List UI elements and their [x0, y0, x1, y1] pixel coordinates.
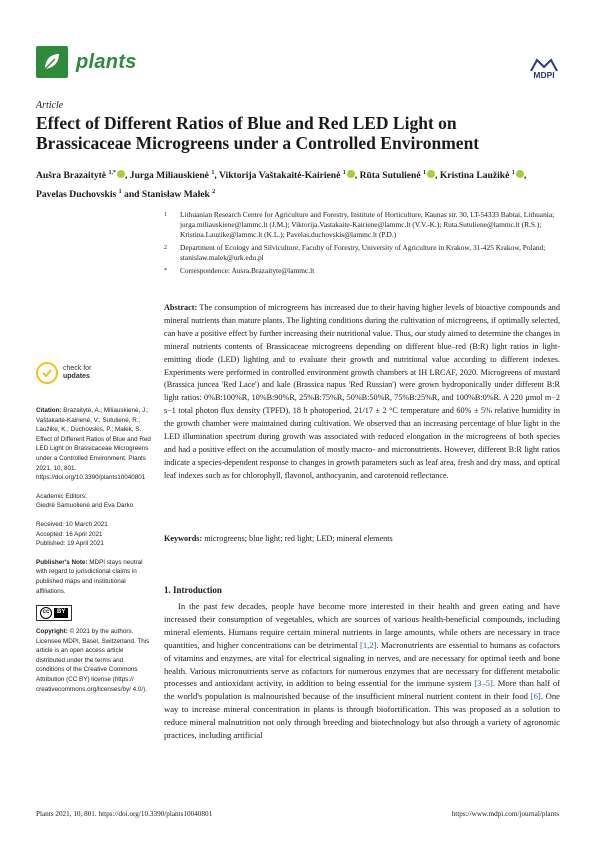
author-list: Aušra Brazaitytė $^{1,*}$ , Jurga Miliauskienė $^1$, Viktorija Vaštakaitė-Kairienė $^1$ , Rūta Sutulienė $^1$ , Kristina Laužikė $^1$ , Pavelas Duchovskis $^1$ and Stanisław Małek $^2$: [36, 170, 527, 201]
citation-link[interactable]: [3–5]: [474, 678, 493, 689]
check-for-updates-button[interactable]: [36, 362, 152, 384]
affiliation-text: Department of Ecology and Silviculture, Faculty of Forestry, University of Agriculture in Krakow, 31-425 Krakow, Poland; stanislaw.malek@urk.edu.pl: [180, 243, 546, 263]
publisher-note-text: MDPI stays neutral with regard to jurisdictional claims in published maps and institutional affiliations.: [36, 558, 143, 595]
accepted-date: Accepted: 16 April 2021: [36, 530, 103, 538]
check-updates-line1: check for: [63, 365, 92, 372]
keywords: [164, 533, 560, 545]
citation-text: Brazaitytė, A.; Miliauskienė, J.; Vaštakaitė-Kairienė, V.; Sutulienė, R.; Laužikė, K.; Duchovskis, P.; Małek, S. Effect of Different Ratios of Blue and Red LED Light on Brassicaceae Microgreens under a Controlled Environment. Plants 2021, 10, 801. https://doi.org/10.3390/plants10040801: [36, 407, 151, 482]
citation-label: Citation:: [36, 407, 62, 414]
leaf-icon: [36, 46, 68, 78]
by-icon: BY: [54, 608, 68, 618]
abstract-text: The consumption of microgreens has increased due to their having higher levels of bioactive compounds and mineral nutrients than mature plants. The lighting conditions during the cultivation of microgreens, if optimally selected, can have a positive effect by further increasing their nutritional value. Thus, our study aimed to determine the changes in mineral nutrients contents of Brassicaceae microgreens depending on different blue–red (B:R) light ratios in light-emitting diode (LED) lighting and to evaluate their growth and nutritional value according to different indexes. Experiments were performed in controlled environment growth chambers at IH LRCAF, 2020. Microgreens of mustard (Brassica juncea 'Red Lace') and kale (Brassica napus 'Red Russian') were grown hydroponically under different B:R light ratios: 0%B:100%R, 10%B:90%R, 25%B:75%R, 50%B:50%R, 75%B:25%R, and 100%B:0%R. A 220 µmol m−2 s−1 total photon flux density (TPFD), 18 h photoperiod, 21/17 ± 2 °C temperature and 60% ± 5% relative humidity in the growth chamber were maintained during cultivation. We observed that an increasing percentage of blue light in the LED illumination spectrum during growth was associated with reduced elongation in the microgreens of both species and had a positive effect on the accumulation of mostly macro- and micronutrients. However, different B:R light ratios indicate a species-dependent response to changes in growth parameters such as leaf area, fresh and dry mass, and optical leaf indexes such as for chlorophyll, flavonol, anthocyanin, and carotenoid reflectance.: [164, 303, 560, 480]
affiliation-number: 2: [164, 245, 167, 252]
author-affiliation-marker: 1: [211, 170, 215, 176]
citation-link[interactable]: [1,2]: [359, 639, 377, 650]
editors-text: Giedrė Samuolienė and Eva Darko: [36, 502, 134, 510]
editors-label: Academic Editors:: [36, 492, 87, 500]
footer-journal-link[interactable]: https://www.mdpi.com/journal/plants: [451, 810, 559, 818]
affiliation-text: Lithuanian Research Centre for Agriculture and Forestry, Institute of Horticulture, Kaunas str. 30, LT-54333 Babtai, Lithuania; jurga.miliauskiene@lammc.lt (J.M.); Viktorija.Vastakaite-Kairiene@lammc.lt (V.V.-K.); Ruta.Sutuliene@lammc.lt (R.S.); Kristina.Lauzike@lammc.lt (K.L.); Pavelas.duchovskis@lammc.lt (P.D.): [180, 210, 555, 240]
affiliation-item: [164, 210, 560, 241]
sidebar: [36, 362, 152, 703]
author-affiliation-marker: 1: [423, 170, 427, 176]
orcid-icon[interactable]: [516, 170, 524, 178]
copyright: [36, 627, 152, 694]
check-updates-icon: [36, 362, 58, 384]
author-name[interactable]: Kristina Laužikė: [439, 170, 510, 182]
journal-logo[interactable]: [36, 46, 137, 78]
author-name[interactable]: Aušra Brazaitytė: [36, 170, 107, 182]
cc-icon: cc: [40, 607, 52, 619]
citation-link[interactable]: [6]: [530, 691, 541, 702]
author-name[interactable]: Pavelas Duchovskis: [36, 189, 117, 201]
author-name[interactable]: Viktorija Vaštakaitė-Kairienė: [218, 170, 341, 182]
intro-text: . More than half of the world's population is malnourished because of the insufficient mineral nutrient content in their food: [164, 678, 560, 702]
section-heading: 1. Introduction: [164, 585, 222, 595]
mdpi-logo[interactable]: [529, 58, 559, 80]
author-name[interactable]: Rūta Sutulienė: [359, 170, 421, 182]
author-affiliation-marker: 1,*: [108, 170, 116, 176]
academic-editors: [36, 492, 152, 511]
citation: [36, 406, 152, 483]
check-updates-line2: updates: [63, 373, 90, 380]
publisher-note: [36, 558, 152, 596]
intro-text: In the past few decades, people have become more interested in their health and green eating and have increased their consumption of vegetables, which are sources of various health-beneficial compounds, including mineral elements. Humans require certain mineral nutrients in large amounts, while others are necessary in trace quantities, and higher concentrations can be detrimental: [164, 601, 560, 650]
copyright-label: Copyright:: [36, 628, 68, 636]
intro-text: . Macronutrients are essential to humans as cofactors of vitamins and enzymes, are vital for electrical signaling in nerves, and are necessary for optimal teeth and bone health. Various micronutrients serve as cofactors for numerous enzymes that are necessary for different metabolic processes and antioxidant activity, in addition to being essential for the immune system: [164, 639, 560, 689]
affiliation-item: [164, 243, 560, 263]
abstract-label: Abstract:: [164, 303, 198, 312]
orcid-icon[interactable]: [117, 170, 125, 178]
journal-name: plants: [76, 50, 137, 73]
publisher-note-label: Publisher's Note:: [36, 558, 88, 566]
dates: [36, 520, 152, 549]
author-name[interactable]: Stanisław Małek: [141, 189, 210, 201]
orcid-icon[interactable]: [427, 170, 435, 178]
published-date: Published: 19 April 2021: [36, 540, 104, 548]
author-affiliation-marker: 1: [118, 189, 122, 196]
affiliations: [164, 210, 560, 279]
article-type: Article: [36, 100, 64, 111]
cc-license-badge[interactable]: [36, 605, 152, 621]
author-affiliation-marker: 1: [511, 170, 515, 176]
affiliation-item: [164, 266, 560, 276]
affiliation-number: *: [164, 268, 167, 275]
author-affiliation-marker: 1: [342, 170, 346, 176]
footer-citation: Plants 2021, 10, 801. https://doi.org/10.3390/plants10040801: [36, 810, 213, 818]
page-footer: [36, 810, 559, 818]
received-date: Received: 10 March 2021: [36, 520, 108, 528]
affiliation-text: Correspondence: Ausra.Brazaityte@lammc.lt: [180, 266, 315, 276]
affiliation-number: 1: [164, 212, 167, 218]
keywords-text: microgreens; blue light; red light; LED; mineral elements: [204, 534, 393, 543]
article-title: Effect of Different Ratios of Blue and Red LED Light on Brassicaceae Microgreens under a Controlled Environment: [36, 113, 480, 153]
author-name[interactable]: Jurga Miliauskienė: [129, 170, 209, 182]
keywords-label: Keywords:: [164, 534, 203, 543]
copyright-text: © 2021 by the authors. Licensee MDPI, Basel, Switzerland. This article is an open access article distributed under the terms and conditions of the Creative Commons Attribution (CC BY) license (https:// creativecommons.org/licenses/by/ 4.0/).: [36, 628, 150, 693]
abstract: [164, 302, 560, 483]
author-affiliation-marker: 2: [212, 189, 216, 196]
orcid-icon[interactable]: [347, 170, 355, 178]
intro-text: . One way to increase mineral concentration in plants is through biofortification. This was proposed as a solution to reduce mineral malnutrition not only through breeding and biotechnology but also through a variety of agronomic practices, including artificial: [164, 691, 560, 741]
publisher-name: MDPI: [533, 70, 555, 80]
introduction-paragraph: [164, 600, 560, 742]
